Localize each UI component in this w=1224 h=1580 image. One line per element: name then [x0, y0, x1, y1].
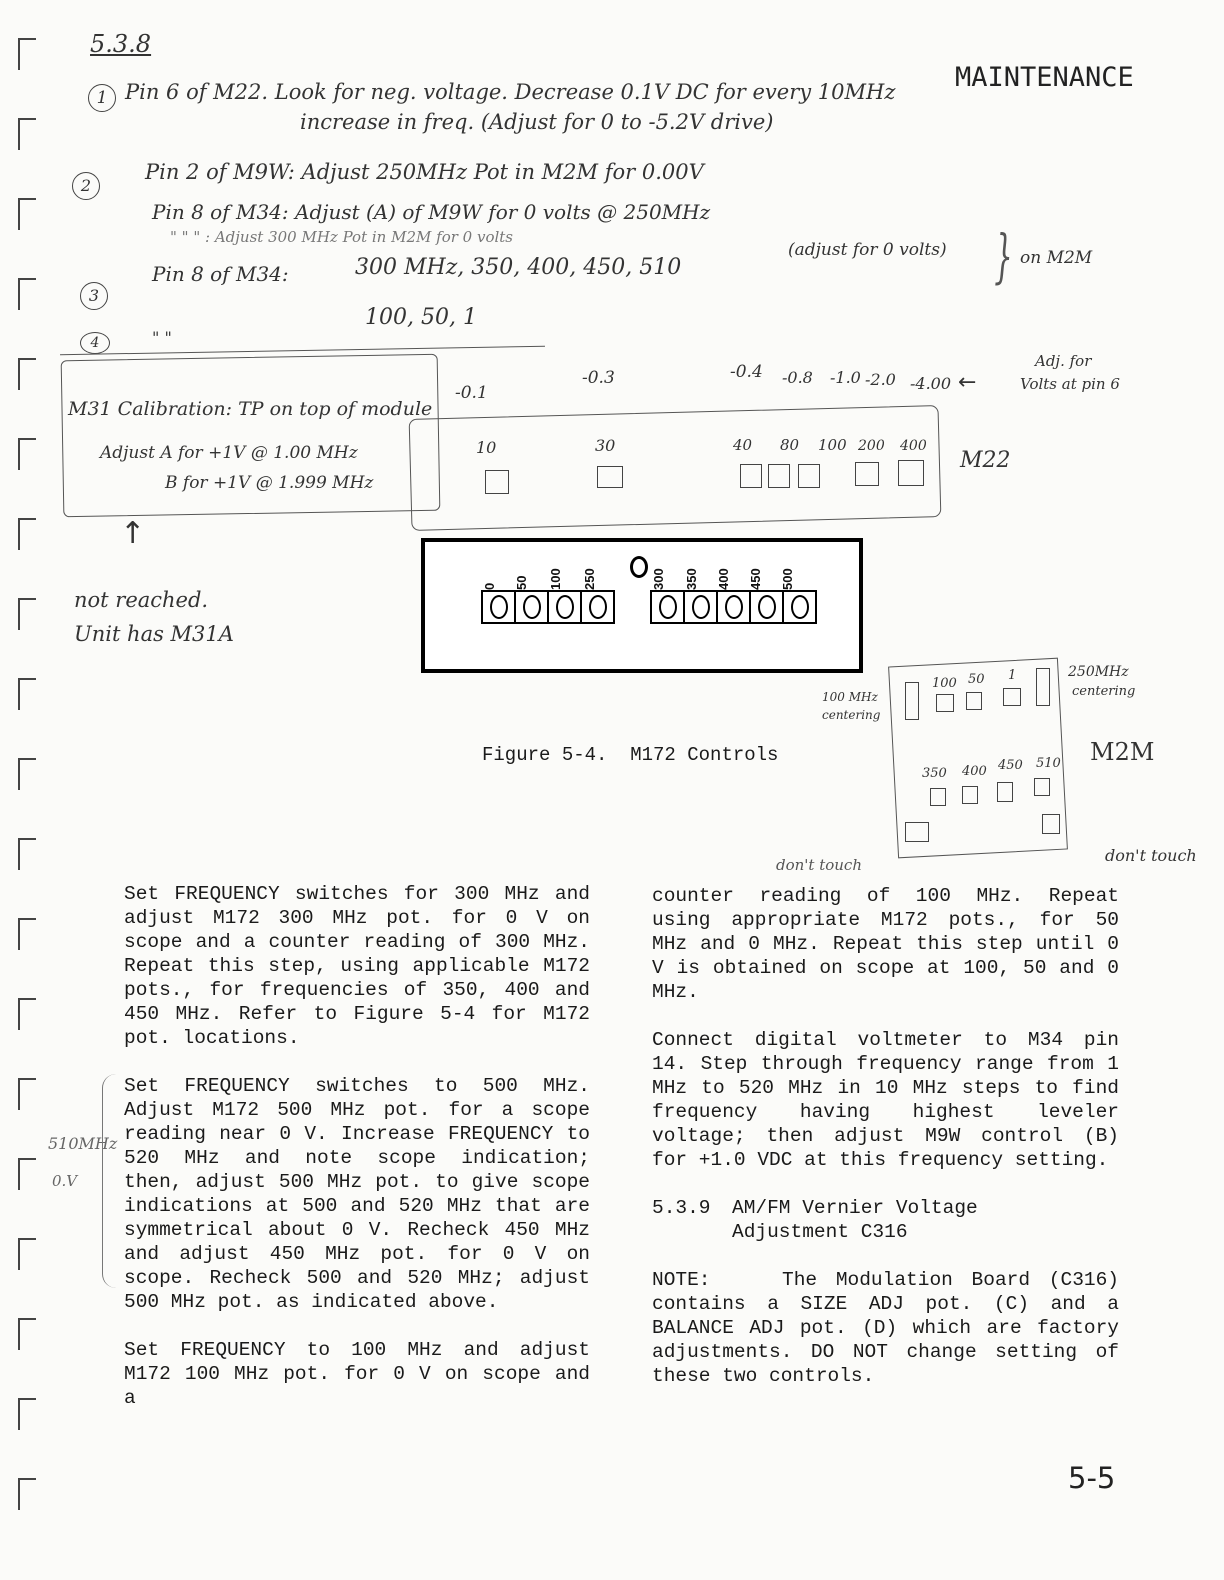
margin-mark: [18, 1318, 36, 1350]
switch-label: 100: [548, 568, 563, 590]
pot-100: [549, 592, 582, 622]
pot-icon: [791, 595, 809, 619]
paragraph-voltmeter: Connect digital voltmeter to M34 pin 14. Step through frequency range from 1 MHz to 520 MHz in 10 MHz steps to find frequency having highest leveler voltage; then adjust M9W control (B) for +1.0 VDC at this frequency setting.: [652, 1029, 1119, 1171]
margin-mark: [18, 1158, 36, 1190]
figure-caption: Figure 5-4. M172 Controls: [482, 744, 779, 766]
step3-note: (adjust for 0 volts): [788, 240, 947, 260]
m22-pot-label: 400: [900, 438, 927, 454]
m2m-pot-square: [905, 822, 929, 842]
note-label: NOTE:: [652, 1269, 711, 1291]
paragraph-500mhz: Set FREQUENCY switches to 500 MHz. Adjust M172 500 MHz pot. for a scope reading near 0 V. Increase FREQUENCY to 520 MHz and note scope indication; then, adjust 500 MHz pot. to give scope indications at 500 and 520 MHz that are symmetrical about 0 V. Recheck 450 MHz and adjust 450 MHz pot. for 0 V on scope. Recheck 500 and 520 MHz; adjust 500 MHz pot. as indicated above.: [124, 1075, 590, 1313]
pot-icon: [556, 595, 574, 619]
volts-pin6-note: Volts at pin 6: [1020, 375, 1120, 393]
m22-pot-square: [768, 464, 790, 488]
m2m-top-label: 100: [932, 676, 957, 691]
m22-voltage: -2.0: [865, 370, 896, 389]
m2m-centering-label: centering: [1072, 684, 1136, 699]
margin-mark: [18, 758, 36, 790]
pot-group-right: [650, 590, 817, 624]
m22-voltage: -4.00: [910, 374, 952, 393]
unit-has-note: Unit has M31A: [74, 622, 234, 646]
pot-group-left: [481, 590, 615, 624]
m31-line2: Adjust A for +1V @ 1.00 MHz: [100, 443, 358, 463]
m2m-pot-square: [905, 682, 919, 720]
m2m-bottom-label: 350: [922, 766, 947, 781]
center-marker-icon: [630, 556, 648, 578]
dont-touch-right: don't touch: [1105, 846, 1197, 865]
paragraph-100mhz: Set FREQUENCY to 100 MHz and adjust M172 100 MHz pot. for 0 V on scope and a: [124, 1339, 590, 1409]
m172-controls-panel: [421, 538, 863, 673]
pot-500: [784, 592, 815, 622]
switch-label: 250: [582, 568, 597, 590]
m22-voltage: -1.0: [830, 368, 861, 387]
m2m-pot-square: [1036, 668, 1050, 706]
m22-voltage: -0.3: [582, 368, 615, 388]
m2m-250-label: 250MHz: [1068, 664, 1129, 680]
pot-450: [751, 592, 784, 622]
margin-mark: [18, 998, 36, 1030]
m2m-pot-square: [936, 694, 954, 712]
m2m-pot-square: [966, 692, 982, 710]
margin-mark: [18, 838, 36, 870]
margin-mark: [18, 438, 36, 470]
m2m-top-label: 1: [1008, 668, 1017, 683]
step3-marker: 3: [80, 282, 108, 310]
m2m-pot-square: [997, 782, 1013, 802]
m2m-bottom-label: 510: [1036, 756, 1061, 771]
margin-mark: [18, 598, 36, 630]
m31-line3: B for +1V @ 1.999 MHz: [165, 473, 374, 493]
margin-mark: [18, 278, 36, 310]
m31-line1: M31 Calibration: TP on top of module: [68, 398, 433, 420]
sketch-line: [60, 346, 545, 355]
m22-voltage: -0.4: [730, 362, 763, 382]
m22-pot-label: 80: [780, 436, 800, 454]
margin-510-note: 510MHz: [48, 1134, 118, 1153]
m2m-pot-square: [962, 786, 978, 804]
switch-label: 300: [651, 568, 666, 590]
pot-icon: [490, 595, 508, 619]
switch-label: 400: [716, 568, 731, 590]
m2m-100-label: 100 MHz: [822, 690, 878, 704]
step4-values: 100, 50, 1: [365, 305, 477, 330]
m2m-centering-left-label: centering: [822, 708, 881, 722]
margin-mark: [18, 198, 36, 230]
step2-marker: 2: [72, 172, 100, 200]
brace: }: [994, 222, 1013, 290]
m22-pot-label: 200: [858, 438, 885, 454]
step3-label: Pin 8 of M34:: [152, 262, 289, 286]
step2-line3: " " " : Adjust 300 MHz Pot in M2M for 0 volts: [170, 228, 514, 246]
margin-mark: [18, 1078, 36, 1110]
switch-label: 350: [684, 568, 699, 590]
pot-icon: [692, 595, 710, 619]
margin-mark: [18, 918, 36, 950]
switch-labels: [425, 548, 859, 590]
section-header: MAINTENANCE: [955, 62, 1134, 93]
margin-mark: [18, 118, 36, 150]
dont-touch-left: don't touch: [776, 856, 862, 874]
step1-line2: increase in freq. (Adjust for 0 to -5.2V drive): [300, 110, 774, 134]
pot-0: [483, 592, 516, 622]
pot-400: [718, 592, 751, 622]
m22-pot-label: 30: [595, 436, 616, 455]
margin-0v-note: 0.V: [52, 1172, 78, 1190]
switch-label: 50: [514, 575, 529, 590]
m2m-pot-square: [1034, 778, 1050, 796]
margin-mark: [18, 358, 36, 390]
step3-target: on M2M: [1020, 248, 1093, 268]
step4-ditto: " ": [152, 328, 172, 347]
pot-50: [516, 592, 549, 622]
section-number: 5.3.9: [652, 1197, 711, 1219]
m22-pot-square: [740, 464, 762, 488]
m22-pot-square: [798, 464, 820, 488]
step1-line1: Pin 6 of M22. Look for neg. voltage. Decrease 0.1V DC for every 10MHz: [125, 80, 896, 104]
m2m-top-label: 50: [968, 672, 985, 687]
note-text: The Modulation Board (C316) contains a SIZE ADJ pot. (C) and a BALANCE ADJ pot. (D) which are factory adjustments. DO NOT change setting of these two controls.: [652, 1269, 1119, 1387]
section-heading: [652, 1196, 1119, 1244]
pot-icon: [725, 595, 743, 619]
m2m-bottom-label: 400: [962, 764, 987, 779]
note-paragraph: [652, 1268, 1119, 1388]
pot-icon: [589, 595, 607, 619]
right-column: [652, 884, 1119, 1412]
pot-250: [582, 592, 613, 622]
adj-for-note: Adj. for: [1035, 352, 1092, 370]
step3-values: 300 MHz, 350, 400, 450, 510: [355, 255, 682, 280]
pot-icon: [659, 595, 677, 619]
step2-line2: Pin 8 of M34: Adjust (A) of M9W for 0 volts @ 250MHz: [152, 200, 711, 224]
step4-marker: 4: [80, 332, 110, 354]
not-reached-note: not reached.: [74, 588, 209, 612]
margin-mark: [18, 1398, 36, 1430]
m22-pot-label: 10: [476, 438, 497, 457]
margin-mark: [18, 678, 36, 710]
m22-pot-square: [597, 466, 623, 488]
m22-pot-square: [898, 460, 924, 486]
paragraph-counter: counter reading of 100 MHz. Repeat using appropriate M172 pots., for 50 MHz and 0 MHz. Repeat this step until 0 V is obtained on scope at 100, 50 and 0 MHz.: [652, 885, 1119, 1003]
margin-mark: [18, 518, 36, 550]
m2m-pot-square: [1003, 688, 1021, 706]
margin-bracket: [102, 1074, 117, 1288]
pot-300: [652, 592, 685, 622]
left-arrow-icon: ←: [958, 370, 977, 395]
switch-label: 0: [482, 582, 497, 590]
m2m-pot-square: [1042, 814, 1060, 834]
section-title: AM/FM Vernier Voltage Adjustment C316: [732, 1197, 978, 1243]
pot-icon: [523, 595, 541, 619]
m22-pot-label: 100: [818, 436, 847, 454]
step1-marker: 1: [88, 84, 116, 112]
handwritten-section-ref: 5.3.8: [90, 30, 152, 58]
step2-line1: Pin 2 of M9W: Adjust 250MHz Pot in M2M for 0.00V: [145, 160, 704, 184]
left-column: [124, 882, 590, 1434]
paragraph-300mhz: Set FREQUENCY switches for 300 MHz and adjust M172 300 MHz pot. for 0 V on scope and a counter reading of 300 MHz. Repeat this step, using applicable M172 pots., for frequencies of 350, 400 and 450 MHz. Refer to Figure 5-4 for M172 pot. locations.: [124, 883, 590, 1049]
m22-label: M22: [960, 448, 1011, 473]
switch-label: 450: [748, 568, 763, 590]
switch-label: 500: [780, 568, 795, 590]
pot-350: [685, 592, 718, 622]
m22-voltage: -0.8: [782, 368, 813, 387]
m2m-pot-square: [930, 788, 946, 806]
m22-voltage: -0.1: [455, 383, 488, 403]
margin-mark: [18, 1478, 36, 1510]
margin-mark: [18, 38, 36, 70]
margin-mark: [18, 1238, 36, 1270]
m22-pot-label: 40: [733, 436, 753, 454]
m22-pot-square: [855, 462, 879, 486]
m2m-bottom-label: 450: [998, 758, 1023, 773]
up-arrow-icon: ↑: [120, 516, 146, 551]
pot-icon: [758, 595, 776, 619]
page-number: 5-5: [1068, 1461, 1116, 1495]
m22-pot-square: [485, 470, 509, 494]
m2m-label: M2M: [1090, 738, 1155, 766]
